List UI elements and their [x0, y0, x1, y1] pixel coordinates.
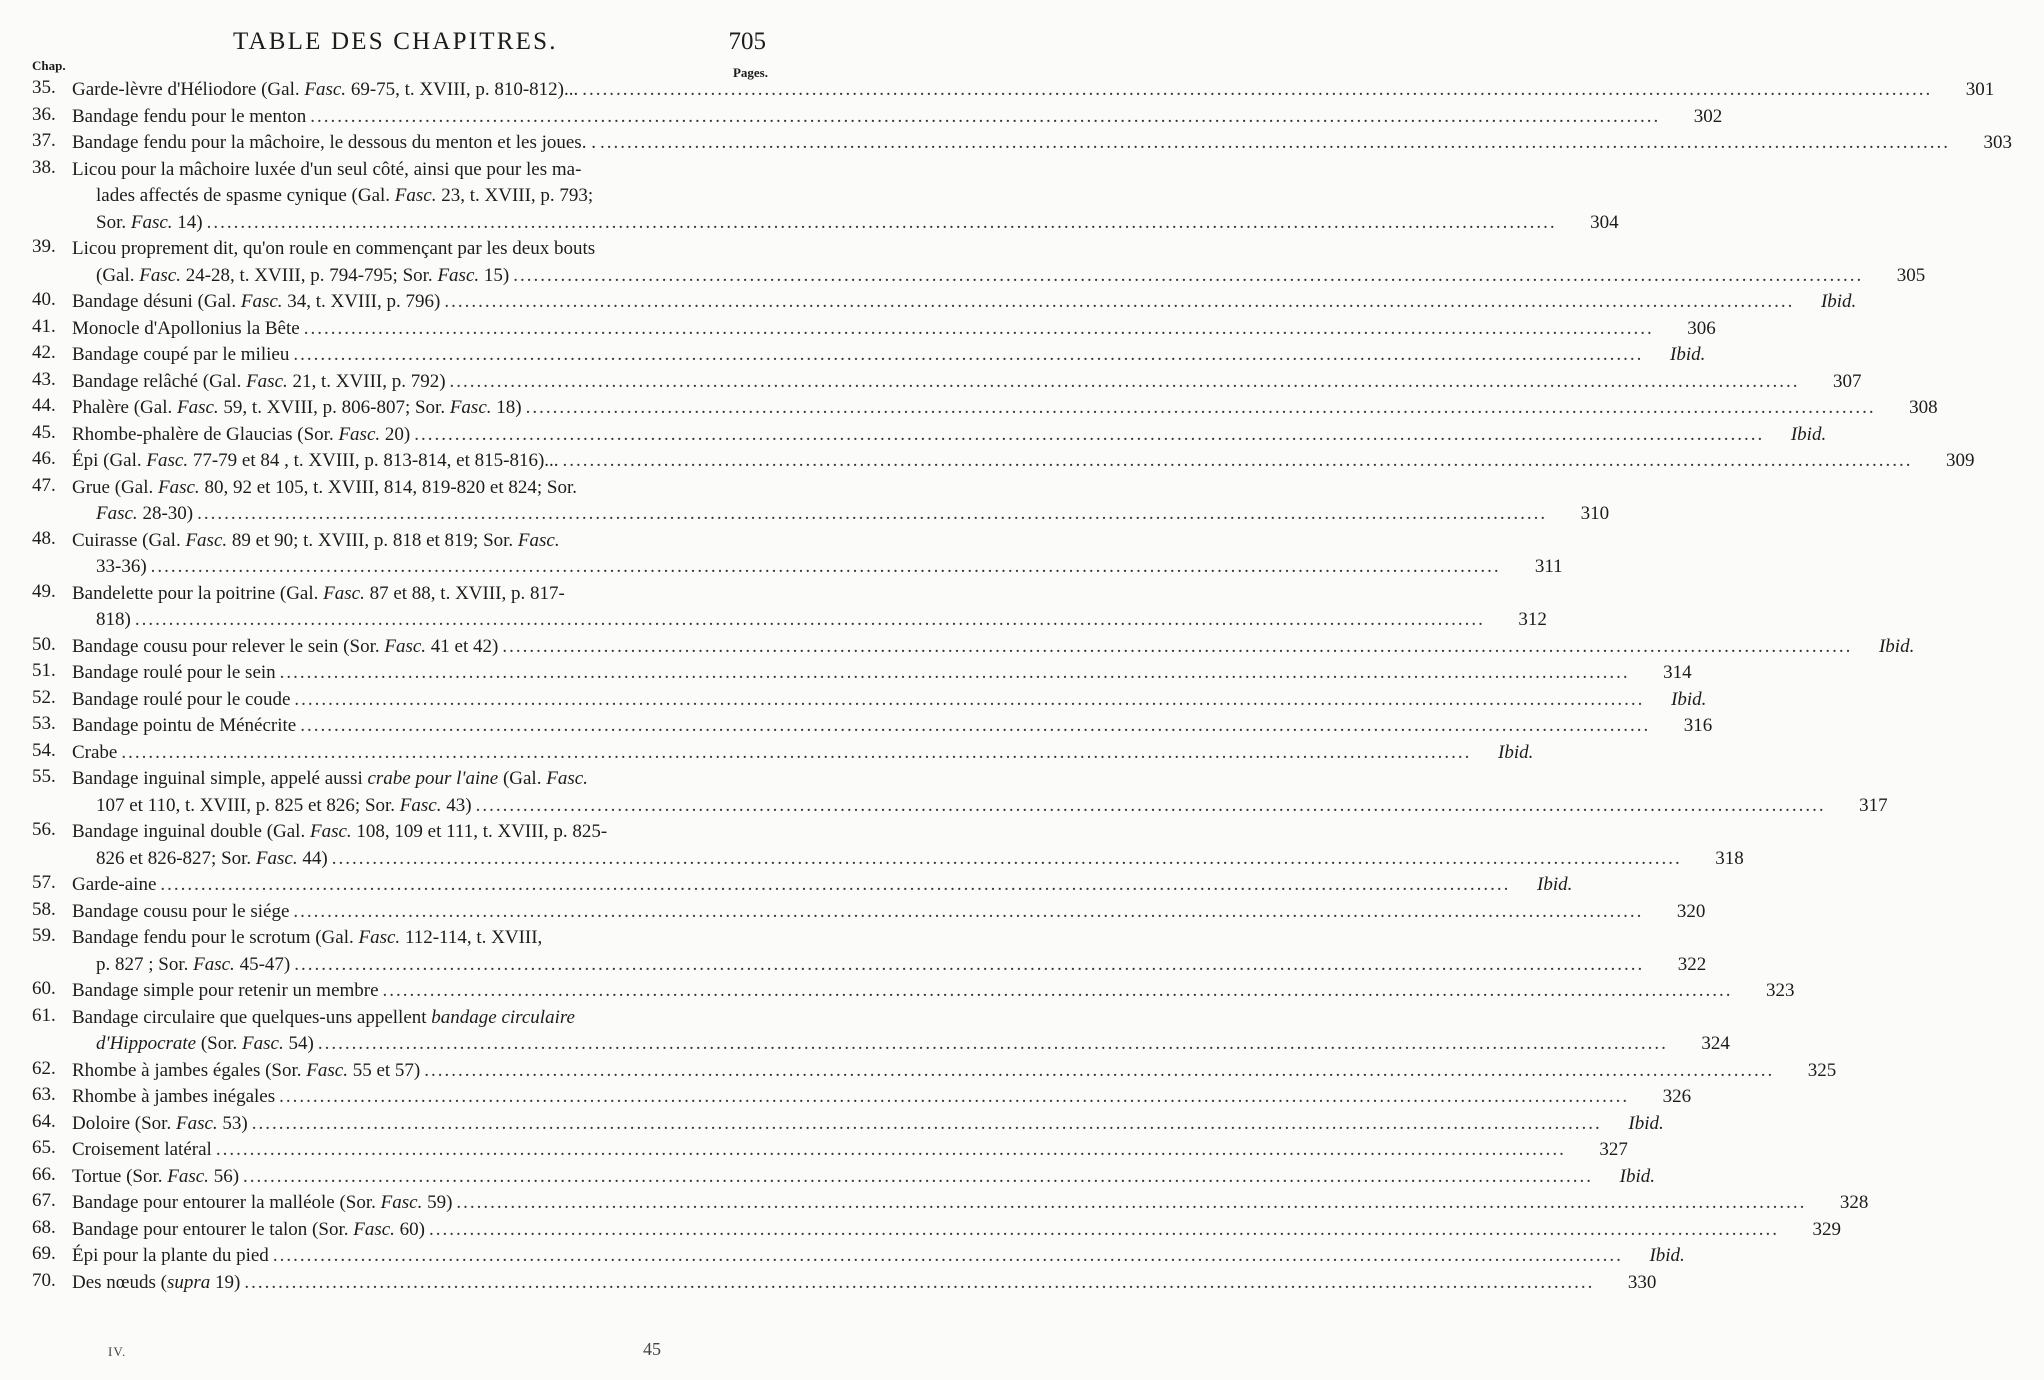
- toc-entry: [0, 633, 1915, 661]
- chapter-title-line: Grue (Gal. Fasc. 80, 92 et 105, t. XVIII, 814, 819-820 et 824; Sor.: [72, 476, 578, 498]
- page-reference: 317: [1859, 794, 1888, 816]
- dot-leader: ........................................................................................................................................................................................................: [160, 874, 1511, 895]
- chapter-title-line: Des nœuds (supra 19) ........................................................................................................................................................................................................ 330: [72, 1270, 1688, 1297]
- toc-entry: [0, 77, 1995, 104]
- chapter-title: [72, 448, 2007, 475]
- dot-leader: ........................................................................................................................................................................................................: [197, 503, 1548, 524]
- chapter-number: 70.: [32, 1269, 56, 1291]
- chapter-title-line: Rhombe à jambes inégales ........................................................................................................................................................................................................ 326: [72, 1084, 1723, 1111]
- dot-leader: ........................................................................................................................................................................................................: [279, 1086, 1630, 1107]
- chapter-title: [72, 660, 1724, 687]
- chapter-title-line: 826 et 826-827; Sor. Fasc. 44) ........................................................................................................................................................................................................ 318: [72, 846, 1776, 873]
- chapter-number: 64.: [32, 1110, 56, 1132]
- chapter-title-line: Bandage inguinal double (Gal. Fasc. 108, 109 et 111, t. XVIII, p. 825-: [72, 821, 608, 842]
- pages-column-label: Pages.: [732, 65, 768, 80]
- toc-entry: [0, 421, 1827, 449]
- chapter-title: [72, 1243, 1717, 1270]
- dot-leader: ........................................................................................................................................................................................................: [134, 609, 1485, 630]
- page-reference: 325: [1807, 1059, 1837, 1081]
- signature-mark: IV.: [108, 1344, 127, 1359]
- chapter-number: 47.: [32, 474, 56, 496]
- page-footer: [0, 1339, 800, 1369]
- chapter-title: [72, 104, 1754, 131]
- chapter-number: 55.: [32, 766, 56, 787]
- toc-entry: [0, 130, 2012, 157]
- chapter-title: [72, 819, 1776, 872]
- chapter-title: [72, 316, 1748, 343]
- chapter-title: [72, 1270, 1688, 1297]
- page-reference: 306: [1687, 317, 1716, 339]
- chapter-title-line: Monocle d'Apollonius la Bête ........................................................................................................................................................................................................ 306: [72, 316, 1748, 343]
- chapter-title: [72, 687, 1738, 714]
- chapter-title-line: Bandage fendu pour le menton ........................................................................................................................................................................................................ 302: [72, 104, 1754, 131]
- chapter-number: 62.: [32, 1057, 56, 1079]
- chapter-number: 44.: [32, 395, 56, 416]
- toc-entry: [0, 1137, 1628, 1164]
- dot-leader: ........................................................................................................................................................................................................: [382, 980, 1733, 1001]
- chapter-title: [72, 1005, 1762, 1058]
- dot-leader: ........................................................................................................................................................................................................: [599, 132, 1950, 153]
- dot-leader: ........................................................................................................................................................................................................: [244, 1271, 1595, 1293]
- chapter-number: 50.: [32, 633, 56, 655]
- toc-entry: [0, 368, 1862, 396]
- page-reference: 302: [1693, 105, 1723, 127]
- page-reference: Ibid.: [1498, 741, 1534, 763]
- chapter-title: [72, 1164, 1687, 1191]
- dot-leader: ........................................................................................................................................................................................................: [525, 397, 1876, 418]
- chapter-title: [72, 740, 1565, 767]
- chapter-title-line: Bandelette pour la poitrine (Gal. Fasc. 87 et 88, t. XVIII, p. 817-: [72, 582, 565, 604]
- chapter-title: [72, 369, 1894, 396]
- page-reference: 312: [1518, 609, 1547, 630]
- dot-leader: ........................................................................................................................................................................................................: [475, 794, 1826, 816]
- chapter-title: [72, 1084, 1723, 1111]
- chapter-title-line: p. 827 ; Sor. Fasc. 45-47) ........................................................................................................................................................................................................ 322: [72, 952, 1738, 979]
- chapter-title-line: Phalère (Gal. Fasc. 59, t. XVIII, p. 806-807; Sor. Fasc. 18) ........................................................................................................................................................................................................ 308: [72, 395, 1970, 422]
- chapter-number: 60.: [32, 978, 56, 999]
- page-reference: 310: [1580, 503, 1610, 524]
- chapter-title-line: Bandage roulé pour le coude ........................................................................................................................................................................................................ Ibid.: [72, 687, 1738, 714]
- chapter-title-line: Rhombe à jambes égales (Sor. Fasc. 55 et 57) ........................................................................................................................................................................................................ 325: [72, 1058, 1868, 1085]
- chapter-title-line: Rhombe-phalère de Glaucias (Sor. Fasc. 20) ........................................................................................................................................................................................................ Ibid.: [72, 422, 1858, 449]
- chapter-title: [72, 342, 1737, 369]
- page-reference: 322: [1677, 953, 1707, 975]
- page-number: 705: [728, 28, 766, 55]
- dot-leader: ........................................................................................................................................................................................................: [303, 317, 1654, 339]
- toc-entry: [0, 872, 1573, 899]
- chapter-number: 59.: [32, 925, 56, 946]
- dot-leader: ........................................................................................................................................................................................................: [449, 370, 1800, 392]
- chapter-number: 41.: [32, 315, 56, 337]
- chapter-title: [72, 395, 1970, 422]
- chapter-title: [72, 581, 1579, 634]
- chapter-title: [72, 130, 2044, 157]
- page-reference: 327: [1599, 1139, 1628, 1160]
- chapter-title: [72, 289, 1888, 316]
- chapter-title-line: Bandage cousu pour relever le sein (Sor. Fasc. 41 et 42) ........................................................................................................................................................................................................ Ibid.: [72, 634, 1946, 661]
- table-of-contents: [0, 77, 2012, 1296]
- chapter-title-line: Garde-lèvre d'Héliodore (Gal. Fasc. 69-75, t. XVIII, p. 810-812)... ........................................................................................................................................................................................................ 301: [72, 77, 2026, 104]
- toc-entry: [0, 289, 1857, 316]
- chapter-column-label: Chap.: [32, 58, 66, 73]
- toc-entry: [0, 1190, 1869, 1217]
- chapter-number: 36.: [32, 103, 56, 125]
- chapter-title: [72, 1190, 1900, 1217]
- dot-leader: ........................................................................................................................................................................................................: [424, 1059, 1775, 1081]
- chapter-title-line: Bandage cousu pour le siége ........................................................................................................................................................................................................ 320: [72, 899, 1737, 926]
- chapter-title-line: Bandage inguinal simple, appelé aussi crabe pour l'aine (Gal. Fasc.: [72, 768, 588, 789]
- chapter-title-line: Bandage circulaire que quelques-uns appellent bandage circulaire: [72, 1006, 575, 1028]
- running-title: TABLE DES CHAPITRES.: [233, 28, 558, 55]
- page-reference: Ibid.: [1670, 344, 1706, 365]
- chapter-title-line: Bandage simple pour retenir un membre ........................................................................................................................................................................................................ 323: [72, 978, 1827, 1005]
- chapter-number: 69.: [32, 1243, 56, 1264]
- chapter-number: 61.: [32, 1004, 56, 1026]
- page-reference: 328: [1839, 1192, 1869, 1213]
- chapter-title-line: Garde-aine ........................................................................................................................................................................................................ Ibid.: [72, 872, 1604, 899]
- page-reference: 309: [1946, 450, 1975, 471]
- toc-entry: [0, 315, 1716, 343]
- chapter-title: [72, 713, 1744, 740]
- page-reference: 318: [1715, 847, 1744, 869]
- toc-entry: [0, 1216, 1841, 1244]
- dot-leader: ........................................................................................................................................................................................................: [456, 1192, 1807, 1213]
- toc-entry: [0, 395, 1938, 422]
- chapter-title-line: Bandage relâché (Gal. Fasc. 21, t. XVIII, p. 792) ........................................................................................................................................................................................................ 307: [72, 369, 1894, 396]
- page-reference: 329: [1812, 1218, 1841, 1240]
- chapter-title: [72, 925, 1738, 978]
- chapter-number: 46.: [32, 448, 56, 469]
- chapter-number: 49.: [32, 580, 56, 602]
- toc-entry: [0, 898, 1706, 926]
- toc-entry: [0, 1163, 1656, 1191]
- chapter-title: [72, 157, 1651, 237]
- chapter-number: 57.: [32, 872, 56, 893]
- dot-leader: ........................................................................................................................................................................................................: [513, 264, 1864, 286]
- dot-leader: ........................................................................................................................................................................................................: [251, 1112, 1602, 1134]
- page-reference: Ibid.: [1820, 291, 1857, 312]
- chapter-number: 53.: [32, 713, 56, 734]
- page-reference: 314: [1663, 662, 1692, 683]
- chapter-title-line: Doloire (Sor. Fasc. 53) ........................................................................................................................................................................................................ Ibid.: [72, 1111, 1696, 1138]
- toc-entry: [0, 686, 1707, 714]
- chapter-number: 66.: [32, 1163, 56, 1185]
- toc-entry: [0, 1243, 1685, 1270]
- chapter-number: 39.: [32, 236, 56, 257]
- chapter-title-line: Bandage pour entourer la malléole (Sor. Fasc. 59) ........................................................................................................................................................................................................ 328: [72, 1190, 1900, 1217]
- chapter-number: 63.: [32, 1084, 56, 1105]
- dot-leader: ........................................................................................................................................................................................................: [215, 1139, 1566, 1160]
- chapter-number: 38.: [32, 156, 56, 178]
- dot-leader: ........................................................................................................................................................................................................: [317, 1033, 1668, 1054]
- dot-leader: ........................................................................................................................................................................................................: [206, 211, 1557, 233]
- chapter-number: 68.: [32, 1216, 56, 1238]
- toc-entry: [0, 978, 1795, 1005]
- toc-entry: [0, 580, 1547, 634]
- chapter-title-line: Épi pour la plante du pied ........................................................................................................................................................................................................ Ibid.: [72, 1243, 1717, 1270]
- toc-entry: [0, 766, 1888, 819]
- dot-leader: ........................................................................................................................................................................................................: [414, 423, 1765, 445]
- toc-entry: [0, 236, 1926, 289]
- page-reference: 303: [1983, 132, 2012, 153]
- dot-leader: ........................................................................................................................................................................................................: [150, 556, 1501, 577]
- dot-leader: ........................................................................................................................................................................................................: [293, 900, 1644, 922]
- page-reference: Ibid.: [1878, 635, 1915, 657]
- page-reference: 305: [1896, 264, 1926, 286]
- dot-leader: ........................................................................................................................................................................................................: [582, 79, 1933, 100]
- page-reference: 330: [1627, 1271, 1657, 1293]
- chapter-title: [72, 899, 1737, 926]
- dot-leader: ........................................................................................................................................................................................................: [444, 291, 1795, 312]
- chapter-title: [72, 1058, 1868, 1085]
- dot-leader: ........................................................................................................................................................................................................: [331, 847, 1682, 869]
- dot-leader: ........................................................................................................................................................................................................: [429, 1218, 1779, 1240]
- page-reference: Ibid.: [1628, 1112, 1664, 1134]
- dot-leader: ........................................................................................................................................................................................................: [562, 450, 1913, 471]
- chapter-title: [72, 475, 1641, 528]
- chapter-title-line: Bandage roulé pour le sein ........................................................................................................................................................................................................ 314: [72, 660, 1724, 687]
- chapter-title-line: 107 et 110, t. XVIII, p. 825 et 826; Sor. Fasc. 43) ........................................................................................................................................................................................................ 317: [72, 793, 1920, 820]
- dot-leader: ........................................................................................................................................................................................................: [294, 953, 1645, 975]
- page-reference: Ibid.: [1671, 688, 1707, 710]
- page-reference: 316: [1683, 715, 1713, 736]
- toc-entry: [0, 1004, 1730, 1058]
- chapter-number: 51.: [32, 660, 56, 681]
- toc-entry: [0, 342, 1706, 369]
- chapter-number: 56.: [32, 819, 56, 840]
- chapter-number: 42.: [32, 342, 56, 363]
- toc-entry: [0, 660, 1692, 687]
- page-reference: 301: [1965, 79, 1995, 100]
- chapter-title-line: Crabe ........................................................................................................................................................................................................ Ibid.: [72, 740, 1565, 767]
- chapter-title-line: Bandage désuni (Gal. Fasc. 34, t. XVIII, p. 796) ........................................................................................................................................................................................................ Ibid.: [72, 289, 1888, 316]
- chapter-title: [72, 978, 1827, 1005]
- chapter-title-line: Tortue (Sor. Fasc. 56) ........................................................................................................................................................................................................ Ibid.: [72, 1164, 1687, 1191]
- chapter-title: [72, 77, 2026, 104]
- dot-leader: ........................................................................................................................................................................................................: [310, 105, 1661, 127]
- page-reference: Ibid.: [1790, 423, 1827, 445]
- chapter-title: [72, 1137, 1660, 1164]
- chapter-number: 43.: [32, 368, 56, 390]
- page-reference: 304: [1590, 211, 1619, 233]
- chapter-number: 65.: [32, 1137, 56, 1158]
- chapter-title-line: lades affectés de spasme cynique (Gal. Fasc. 23, t. XVIII, p. 793;: [96, 185, 594, 206]
- page-reference: Ibid.: [1649, 1245, 1685, 1266]
- column-labels: [0, 58, 800, 78]
- toc-entry: [0, 474, 1610, 528]
- chapter-number: 48.: [32, 527, 56, 549]
- chapter-title-line: Licou proprement dit, qu'on roule en commençant par les deux bouts: [72, 238, 596, 259]
- toc-entry: [0, 448, 1975, 475]
- chapter-title: [72, 1111, 1696, 1138]
- dot-leader: ........................................................................................................................................................................................................: [272, 1245, 1623, 1266]
- chapter-title-line: Bandage fendu pour la mâchoire, le dessous du menton et les joues. . ........................................................................................................................................................................................................ 303: [72, 130, 2044, 157]
- chapter-title: [72, 236, 1957, 289]
- dot-leader: ........................................................................................................................................................................................................: [293, 344, 1644, 365]
- chapter-title: [72, 872, 1604, 899]
- chapter-title-line: d'Hippocrate (Sor. Fasc. 54) ........................................................................................................................................................................................................ 324: [72, 1031, 1762, 1058]
- chapter-title-line: (Gal. Fasc. 24-28, t. XVIII, p. 794-795; Sor. Fasc. 15) ........................................................................................................................................................................................................ 305: [72, 263, 1957, 290]
- page-reference: 326: [1662, 1086, 1692, 1107]
- toc-entry: [0, 1110, 1664, 1138]
- toc-entry: [0, 103, 1723, 131]
- toc-entry: [0, 1057, 1837, 1085]
- toc-entry: [0, 156, 1619, 237]
- page-reference: 307: [1833, 370, 1862, 392]
- toc-entry: [0, 1084, 1692, 1111]
- chapter-title: [72, 528, 1595, 581]
- chapter-title-line: Épi (Gal. Fasc. 77-79 et 84 , t. XVIII, p. 813-814, et 815-816)... ........................................................................................................................................................................................................ 309: [72, 448, 2007, 475]
- chapter-number: 58.: [32, 898, 56, 920]
- chapter-title-line: Fasc. 28-30) ........................................................................................................................................................................................................ 310: [72, 501, 1641, 528]
- dot-leader: ........................................................................................................................................................................................................: [294, 688, 1645, 710]
- dot-leader: ........................................................................................................................................................................................................: [243, 1165, 1594, 1187]
- dot-leader: ........................................................................................................................................................................................................: [121, 741, 1472, 763]
- toc-entry: [0, 925, 1707, 978]
- dot-leader: ........................................................................................................................................................................................................: [502, 635, 1853, 657]
- chapter-title-line: Bandage pointu de Ménécrite ........................................................................................................................................................................................................ 316: [72, 713, 1744, 740]
- chapter-title-line: Bandage coupé par le milieu ........................................................................................................................................................................................................ Ibid.: [72, 342, 1737, 369]
- chapter-title: [72, 422, 1858, 449]
- chapter-number: 67.: [32, 1190, 56, 1211]
- page-reference: Ibid.: [1619, 1165, 1656, 1187]
- chapter-title-line: Cuirasse (Gal. Fasc. 89 et 90; t. XVIII, p. 818 et 819; Sor. Fasc.: [72, 529, 560, 551]
- chapter-number: 45.: [32, 421, 56, 443]
- page-reference: Ibid.: [1537, 874, 1573, 895]
- chapter-number: 54.: [32, 739, 56, 761]
- chapter-number: 35.: [32, 77, 56, 98]
- page-reference: 308: [1909, 397, 1938, 418]
- chapter-title-line: 33-36) ........................................................................................................................................................................................................ 311: [72, 554, 1595, 581]
- chapter-title-line: Licou pour la mâchoire luxée d'un seul côté, ainsi que pour les ma-: [72, 158, 582, 180]
- toc-entry: [0, 527, 1563, 581]
- dot-leader: ........................................................................................................................................................................................................: [279, 662, 1630, 683]
- chapter-title-line: Bandage pour entourer le talon (Sor. Fasc. 60) ........................................................................................................................................................................................................ 329: [72, 1217, 1873, 1244]
- page-reference: 324: [1701, 1033, 1730, 1054]
- toc-entry: [0, 713, 1713, 740]
- page-reference: 320: [1676, 900, 1706, 922]
- chapter-title-line: Croisement latéral ........................................................................................................................................................................................................ 327: [72, 1137, 1660, 1164]
- chapter-number: 37.: [32, 130, 56, 151]
- toc-entry: [0, 819, 1744, 872]
- chapter-title-line: Bandage fendu pour le scrotum (Gal. Fasc. 112-114, t. XVIII,: [72, 927, 543, 948]
- chapter-number: 52.: [32, 686, 56, 708]
- chapter-title: [72, 766, 1920, 819]
- chapter-title-line: 818) ........................................................................................................................................................................................................ 312: [72, 607, 1579, 634]
- toc-entry: [0, 1269, 1657, 1297]
- chapter-number: 40.: [32, 289, 56, 310]
- chapter-title-line: Sor. Fasc. 14) ........................................................................................................................................................................................................ 304: [72, 210, 1651, 237]
- chapter-title: [72, 634, 1946, 661]
- sheet-number: 45: [643, 1339, 661, 1359]
- toc-entry: [0, 739, 1534, 767]
- dot-leader: ........................................................................................................................................................................................................: [300, 715, 1651, 736]
- page-reference: 311: [1534, 556, 1563, 577]
- chapter-title: [72, 1217, 1873, 1244]
- page-reference: 323: [1766, 980, 1795, 1001]
